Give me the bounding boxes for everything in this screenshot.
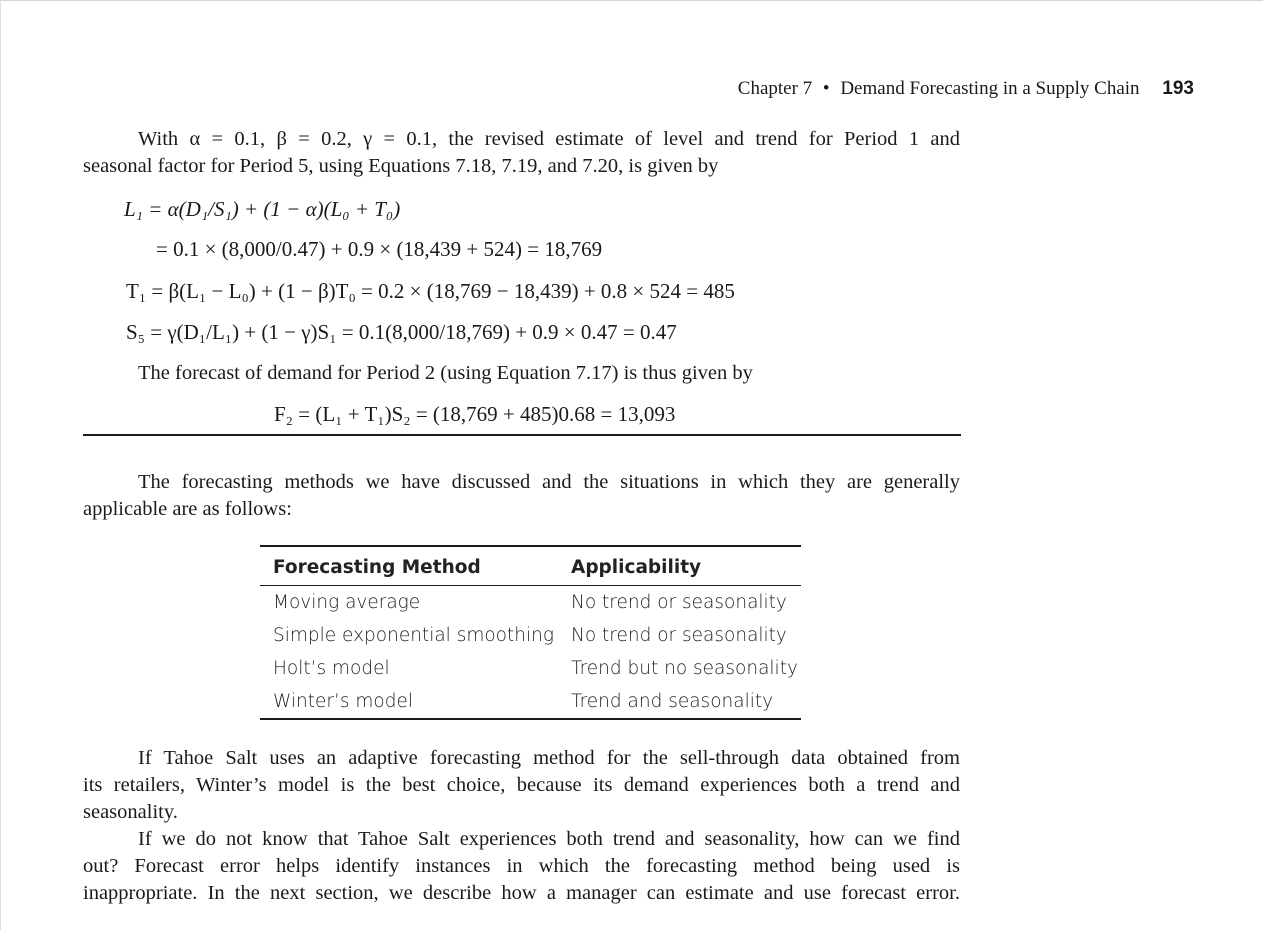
error-line-2: out? Forecast error helps identify instances in which the forecasting method being used is <box>83 855 960 877</box>
level-calculation: = 0.1 × (8,000/0.47) + 0.9 × (18,439 + 524) = 18,769 <box>156 237 603 261</box>
table-header-row <box>260 546 801 586</box>
header-method: Forecasting Method <box>260 546 558 586</box>
applicability-cell: No trend or seasonality <box>571 625 787 646</box>
method-cell: Simple exponential smoothing <box>273 625 554 646</box>
seasonal-equation: S₅ = γ(D₁/L₁) + (1 − γ)S₁ = 0.1(8,000/18,769) + 0.9 × 0.47 = 0.47 <box>126 320 677 344</box>
methods-paragraph <box>83 469 960 523</box>
methods-line-1: The forecasting methods we have discussed and the situations in which they are generally <box>138 471 960 493</box>
intro-paragraph <box>83 126 960 180</box>
forecasting-methods-table <box>260 545 801 720</box>
header-bullet: • <box>822 78 830 99</box>
chapter-title: Demand Forecasting in a Supply Chain <box>840 78 1140 99</box>
left-border <box>0 0 1 930</box>
top-border <box>0 0 1263 1</box>
tahoe-line-2: its retailers, Winter’s model is the best choice, because its demand experiences both a trend and <box>83 774 960 796</box>
header-applicability: Applicability <box>558 546 801 586</box>
tahoe-line-1: If Tahoe Salt uses an adaptive forecasting method for the sell-through data obtained from <box>138 747 960 769</box>
intro-line-2: seasonal factor for Period 5, using Equations 7.18, 7.19, and 7.20, is given by <box>83 155 719 177</box>
error-line-1: If we do not know that Tahoe Salt experiences both trend and seasonality, how can we find <box>138 828 960 850</box>
applicability-cell: Trend and seasonality <box>558 685 801 719</box>
error-line-3: inappropriate. In the next section, we describe how a manager can estimate and use forecast error. <box>83 882 960 904</box>
forecast-equation: F₂ = (L₁ + T₁)S₂ = (18,769 + 485)0.68 = 13,093 <box>274 402 676 426</box>
tahoe-paragraph <box>83 745 960 826</box>
example-end-rule <box>83 434 961 436</box>
running-header <box>738 78 1194 100</box>
tahoe-line-3: seasonality. <box>83 801 178 823</box>
applicability-cell: No trend or seasonality <box>571 592 787 613</box>
forecast-error-paragraph <box>83 826 960 907</box>
table-row <box>260 586 801 620</box>
table-row <box>260 652 801 685</box>
chapter-label: Chapter 7 <box>737 78 813 99</box>
page-number: 193 <box>1162 78 1194 99</box>
trend-equation: T₁ = β(L₁ − L₀) + (1 − β)T₀ = 0.2 × (18,769 − 18,439) + 0.8 × 524 = 485 <box>126 279 735 303</box>
forecast-intro: The forecast of demand for Period 2 (using Equation 7.17) is thus given by <box>138 362 753 384</box>
applicability-cell: Trend but no seasonality <box>571 658 798 679</box>
table-row <box>260 685 801 719</box>
methods-line-2: applicable are as follows: <box>83 498 292 520</box>
table-row <box>260 619 801 652</box>
level-equation: L₁ = α(D₁/S₁) + (1 − α)(L₀ + T₀) <box>124 197 401 221</box>
method-cell: Moving average <box>273 592 421 613</box>
method-cell: Winter’s model <box>260 685 558 719</box>
intro-line-1: With α = 0.1, β = 0.2, γ = 0.1, the revised estimate of level and trend for Period 1 and <box>138 128 960 150</box>
method-cell: Holt’s model <box>273 658 390 679</box>
